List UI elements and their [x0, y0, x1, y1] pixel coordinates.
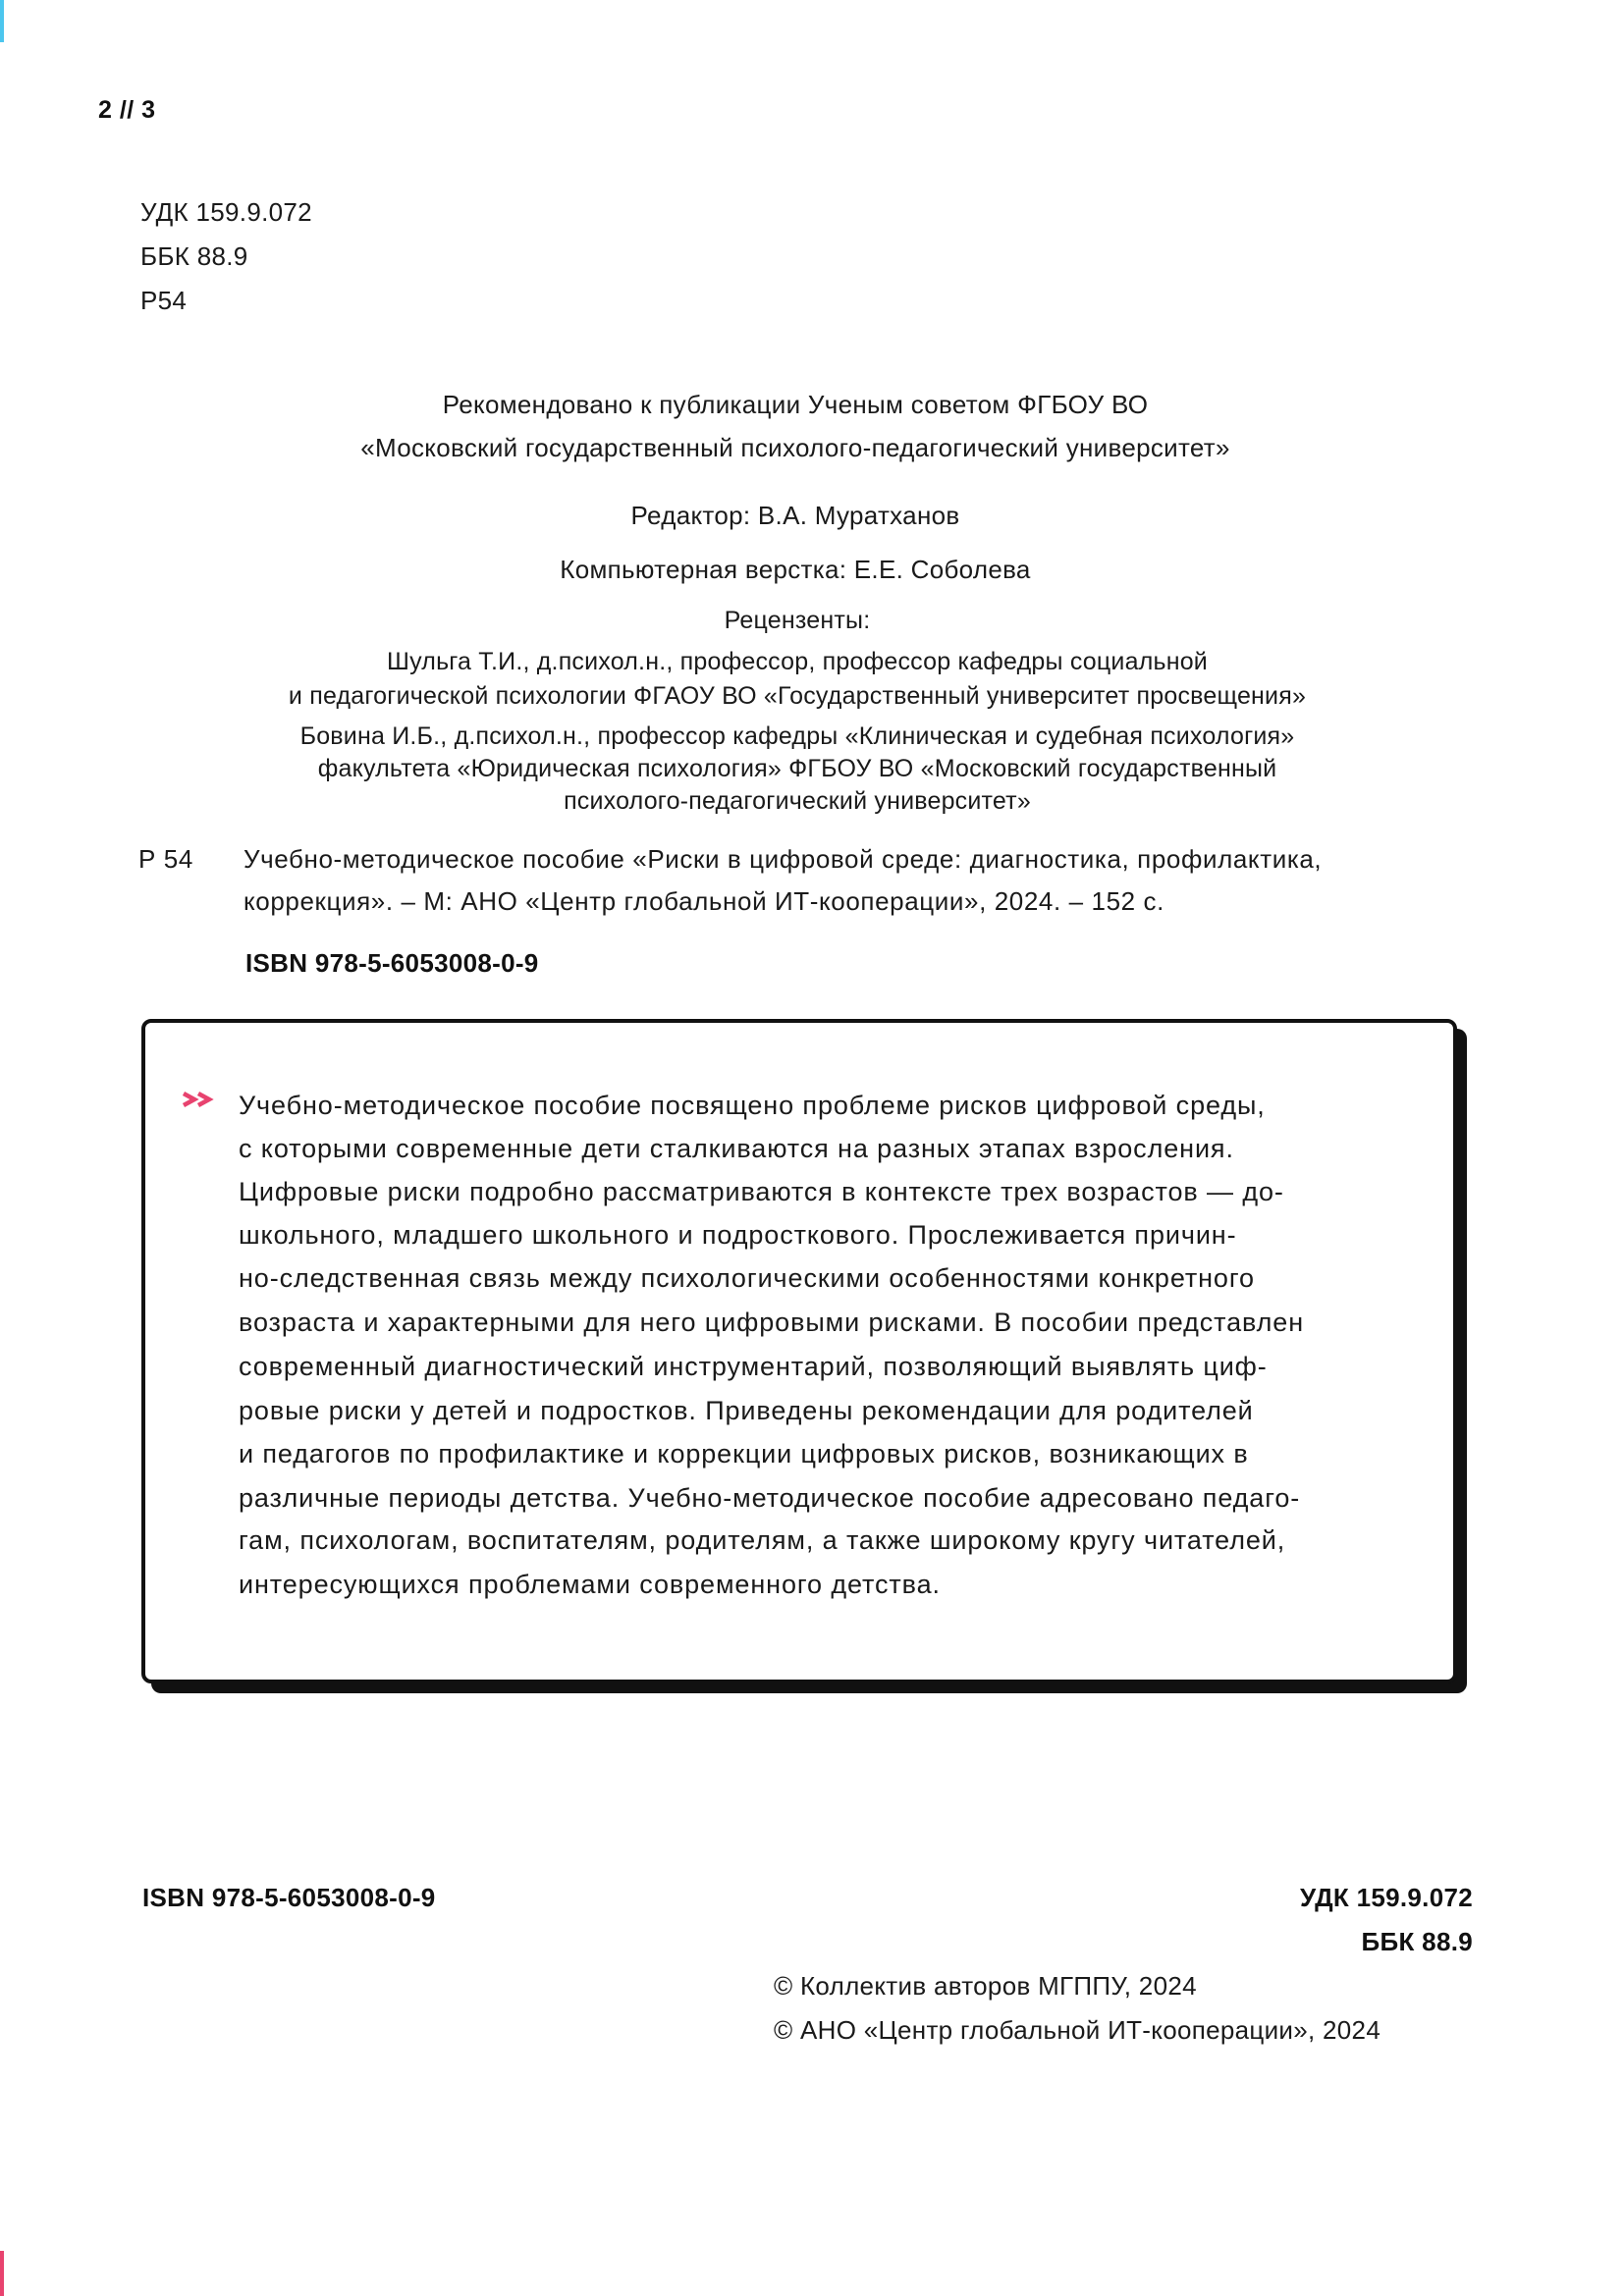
top-accent-bar [0, 0, 4, 42]
author-mark: Р54 [140, 286, 188, 315]
reviewer-line: и педагогической психологии ФГАОУ ВО «Государственный университет просвещения» [288, 682, 1307, 710]
reviewers-title: Рецензенты: [724, 607, 871, 634]
footer-udk: УДК 159.9.072 [1299, 1883, 1473, 1912]
abstract-line: школьного, младшего школьного и подросткового. Прослеживается причин- [239, 1220, 1237, 1250]
editor-credit: Редактор: В.А. Муратханов [630, 501, 960, 530]
abstract-line: ровые риски у детей и подростков. Приведены рекомендации для родителей [239, 1396, 1254, 1425]
bibliographic-line: Учебно-методическое пособие «Риски в цифровой среде: диагностика, профилактика, [244, 844, 1323, 874]
abstract-line: гам, психологам, воспитателям, родителям, а также широкому кругу читателей, [239, 1525, 1286, 1555]
abstract-line: различные периоды детства. Учебно-методическое пособие адресовано педаго- [239, 1483, 1301, 1513]
bottom-accent-bar [0, 2251, 4, 2296]
udk-code: УДК 159.9.072 [140, 197, 312, 227]
layout-credit: Компьютерная верстка: Е.Е. Соболева [560, 555, 1031, 584]
bibliographic-code: Р 54 [138, 844, 193, 874]
isbn-number: ISBN 978-5-6053008-0-9 [245, 948, 539, 978]
recommendation-line: Рекомендовано к публикации Ученым советом ФГБОУ ВО [442, 390, 1149, 419]
abstract-line: современный диагностический инструментарий, позволяющий выявлять циф- [239, 1352, 1268, 1381]
abstract-line: возраста и характерными для него цифровыми рисками. В пособии представлен [239, 1308, 1305, 1337]
footer-bbk: ББК 88.9 [1361, 1927, 1473, 1956]
copyright-line: © АНО «Центр глобальной ИТ-кооперации», 2024 [774, 2015, 1381, 2045]
bibliographic-line: коррекция». – М: АНО «Центр глобальной ИТ-кооперации», 2024. – 152 с. [244, 886, 1164, 916]
abstract-line: но-следственная связь между психологическими особенностями конкретного [239, 1263, 1255, 1293]
recommendation-line: «Московский государственный психолого-педагогический университет» [360, 433, 1230, 462]
double-chevron-right-icon [181, 1086, 220, 1113]
reviewer-line: психолого-педагогический университет» [564, 787, 1031, 815]
footer-isbn: ISBN 978-5-6053008-0-9 [142, 1883, 436, 1912]
abstract-line: Цифровые риски подробно рассматриваются в контексте трех возрастов — до- [239, 1177, 1284, 1206]
reviewer-line: факультета «Юридическая психология» ФГБОУ ВО «Московский государственный [317, 755, 1277, 782]
abstract-line: с которыми современные дети сталкиваются на разных этапах взросления. [239, 1134, 1234, 1163]
page-number: 2 // 3 [98, 96, 156, 124]
abstract-line: и педагогов по профилактике и коррекции цифровых рисков, возникающих в [239, 1439, 1249, 1468]
reviewer-line: Бовина И.Б., д.психол.н., профессор кафедры «Клиническая и судебная психология» [299, 722, 1295, 750]
abstract-line: интересующихся проблемами современного детства. [239, 1570, 941, 1599]
abstract-line: Учебно-методическое пособие посвящено проблеме рисков цифровой среды, [239, 1091, 1266, 1120]
reviewer-line: Шульга Т.И., д.психол.н., профессор, профессор кафедры социальной [387, 648, 1208, 675]
bbk-code: ББК 88.9 [140, 241, 248, 271]
copyright-line: © Коллектив авторов МГППУ, 2024 [774, 1971, 1197, 2001]
